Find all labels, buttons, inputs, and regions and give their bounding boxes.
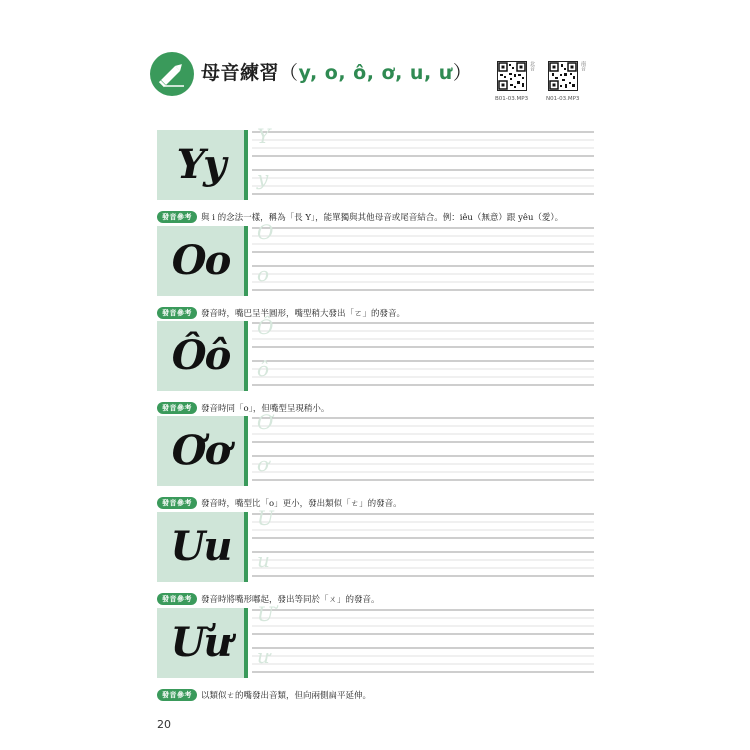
tracing-upper: Ô	[257, 315, 274, 339]
qr-file-label: N01-03.MP3	[546, 96, 580, 102]
letter-glyph: Ơơ	[171, 427, 230, 474]
note-badge: 發音參考	[157, 307, 197, 319]
letter-glyph: Oo	[171, 237, 230, 284]
tracing-lower: ư	[257, 644, 270, 668]
divider	[244, 416, 248, 486]
letter-row-u-horn	[157, 602, 594, 701]
letter-row-u	[157, 506, 594, 605]
letter-row-o-horn	[157, 410, 594, 509]
tracing-lower: ô	[257, 357, 270, 381]
tracing-upper: Y	[257, 124, 271, 148]
divider	[244, 130, 248, 200]
tracing-lower: u	[257, 548, 270, 572]
divider	[244, 226, 248, 296]
qr-region-label: 北音	[529, 61, 535, 71]
note-badge: 發音參考	[157, 689, 197, 701]
writing-lines	[252, 512, 594, 582]
tracing-lower: ơ	[257, 452, 270, 476]
note-text: 發音時同「o」，但嘴型呈現稍小。	[201, 403, 330, 414]
tracing-upper: Ư	[257, 602, 274, 626]
title-text: 母音練習	[201, 62, 280, 84]
pronunciation-note	[157, 684, 372, 701]
divider	[244, 512, 248, 582]
letter-glyph: Ưư	[170, 619, 231, 666]
tracing-lower: y	[257, 166, 269, 190]
letter-box	[157, 416, 244, 486]
title-paren-close: ）	[452, 62, 473, 84]
qr-code-icon[interactable]	[497, 61, 527, 91]
title-paren-open: （	[279, 62, 299, 84]
writing-lines	[252, 608, 594, 678]
letter-row-o-circumflex	[157, 315, 594, 414]
letter-box	[157, 321, 244, 391]
note-text: 發音時，嘴巴呈半圓形，嘴型稍大發出「ㄛ」的發音。	[201, 308, 406, 319]
qr-south[interactable]	[546, 61, 588, 102]
pronunciation-note	[157, 588, 380, 605]
letter-box	[157, 512, 244, 582]
note-text: 發音時將嘴形嘟起，發出等同於「ㄨ」的發音。	[201, 594, 380, 605]
divider	[244, 321, 248, 391]
pronunciation-note	[157, 302, 406, 319]
tracing-upper: U	[257, 506, 274, 530]
pronunciation-note	[157, 397, 330, 414]
letter-box	[157, 608, 244, 678]
tracing-upper: O	[257, 220, 274, 244]
letter-glyph: Yy	[176, 141, 225, 188]
page-title	[201, 58, 472, 85]
note-badge: 發音參考	[157, 402, 197, 414]
qr-code-icon[interactable]	[548, 61, 578, 91]
letter-glyph: Ôô	[171, 332, 230, 379]
title-letters: y, o, ô, ơ, u, ư	[298, 62, 453, 84]
tracing-lower: o	[257, 262, 270, 286]
divider	[244, 608, 248, 678]
note-badge: 發音參考	[157, 211, 197, 223]
writing-lines	[252, 416, 594, 486]
note-text: 發音時，嘴型比「o」更小，發出類似「ㄜ」的發音。	[201, 498, 402, 509]
note-text: 以類似ㄜ的嘴發出音類，但向兩側扁平延伸。	[201, 690, 372, 701]
qr-region-label: 南音	[580, 61, 586, 71]
letter-box	[157, 226, 244, 296]
letter-row-o	[157, 220, 594, 319]
writing-lines	[252, 226, 594, 296]
letter-row-y	[157, 124, 594, 223]
note-text: 與 i 的念法一樣，稱為「長 Y」，能單獨與其他母音或尾音結合。例：iêu（無意）跟 yêu（愛）。	[201, 212, 564, 223]
writing-lines	[252, 321, 594, 391]
pencil-icon	[150, 52, 194, 96]
pronunciation-note	[157, 206, 564, 223]
writing-lines	[252, 130, 594, 200]
qr-file-label: B01-03.MP3	[495, 96, 529, 102]
note-badge: 發音參考	[157, 497, 197, 509]
tracing-upper: Ơ	[257, 410, 274, 434]
note-badge: 發音參考	[157, 593, 197, 605]
qr-north[interactable]	[495, 61, 537, 102]
pronunciation-note	[157, 492, 402, 509]
letter-glyph: Uu	[170, 523, 231, 570]
letter-box	[157, 130, 244, 200]
page-number: 20	[157, 718, 171, 731]
